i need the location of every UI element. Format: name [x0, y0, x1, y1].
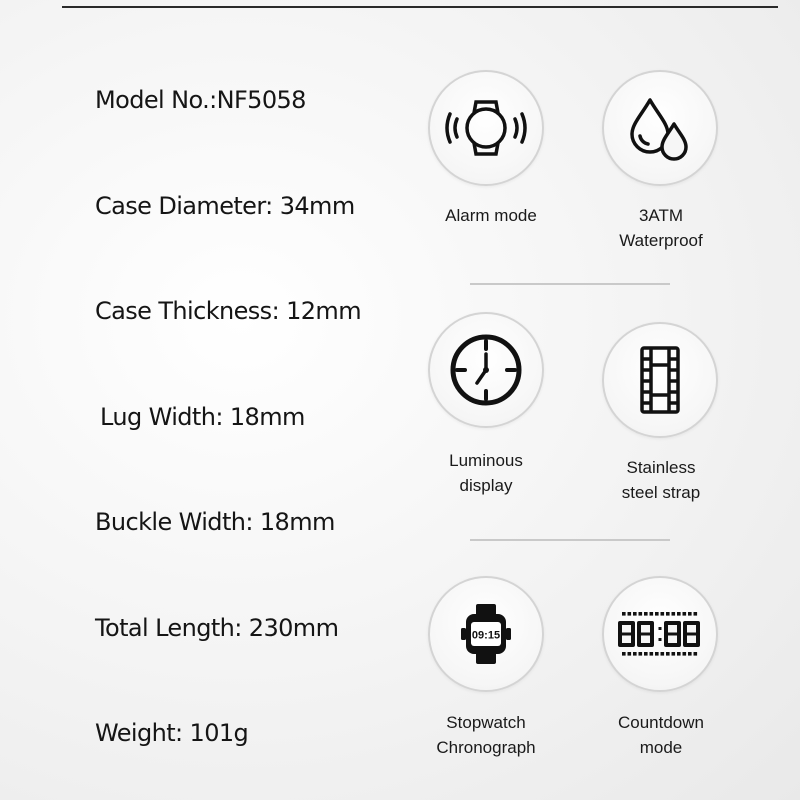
water-drops-icon [604, 72, 716, 184]
feature-waterproof-label: 3ATM Waterproof [619, 206, 703, 250]
spec-weight: Weight: 101g [95, 719, 249, 747]
alarm-watch-icon [430, 72, 542, 184]
digital-watch-icon [430, 578, 542, 690]
spec-model: Model No.:NF5058 [95, 86, 306, 114]
feature-luminous-label: Luminous display [449, 451, 523, 495]
feature-strap-circle [602, 322, 718, 438]
feature-alarm-circle [428, 70, 544, 186]
digital-watch-time: 09:15 [471, 629, 501, 642]
digital-display-icon [604, 578, 716, 690]
divider-1 [470, 283, 670, 285]
top-rule [62, 6, 778, 8]
feature-stopwatch-circle [428, 576, 544, 692]
feature-countdown-circle [602, 576, 718, 692]
spec-total-length: Total Length: 230mm [95, 614, 339, 642]
feature-countdown-label: Countdown mode [617, 713, 704, 757]
divider-2 [470, 539, 670, 541]
steel-strap-icon [604, 324, 716, 436]
spec-buckle-width: Buckle Width: 18mm [95, 508, 335, 536]
feature-luminous-circle [428, 312, 544, 428]
spec-lug-width: Lug Width: 18mm [100, 403, 305, 431]
feature-strap-label: Stainless steel strap [621, 458, 701, 502]
feature-alarm-label: Alarm mode [445, 206, 537, 225]
clock-icon [430, 314, 542, 426]
feature-waterproof-circle [602, 70, 718, 186]
spec-case-diameter: Case Diameter: 34mm [95, 192, 355, 220]
feature-stopwatch-label: Stopwatch Chronograph [436, 713, 536, 757]
spec-case-thickness: Case Thickness: 12mm [95, 297, 361, 325]
